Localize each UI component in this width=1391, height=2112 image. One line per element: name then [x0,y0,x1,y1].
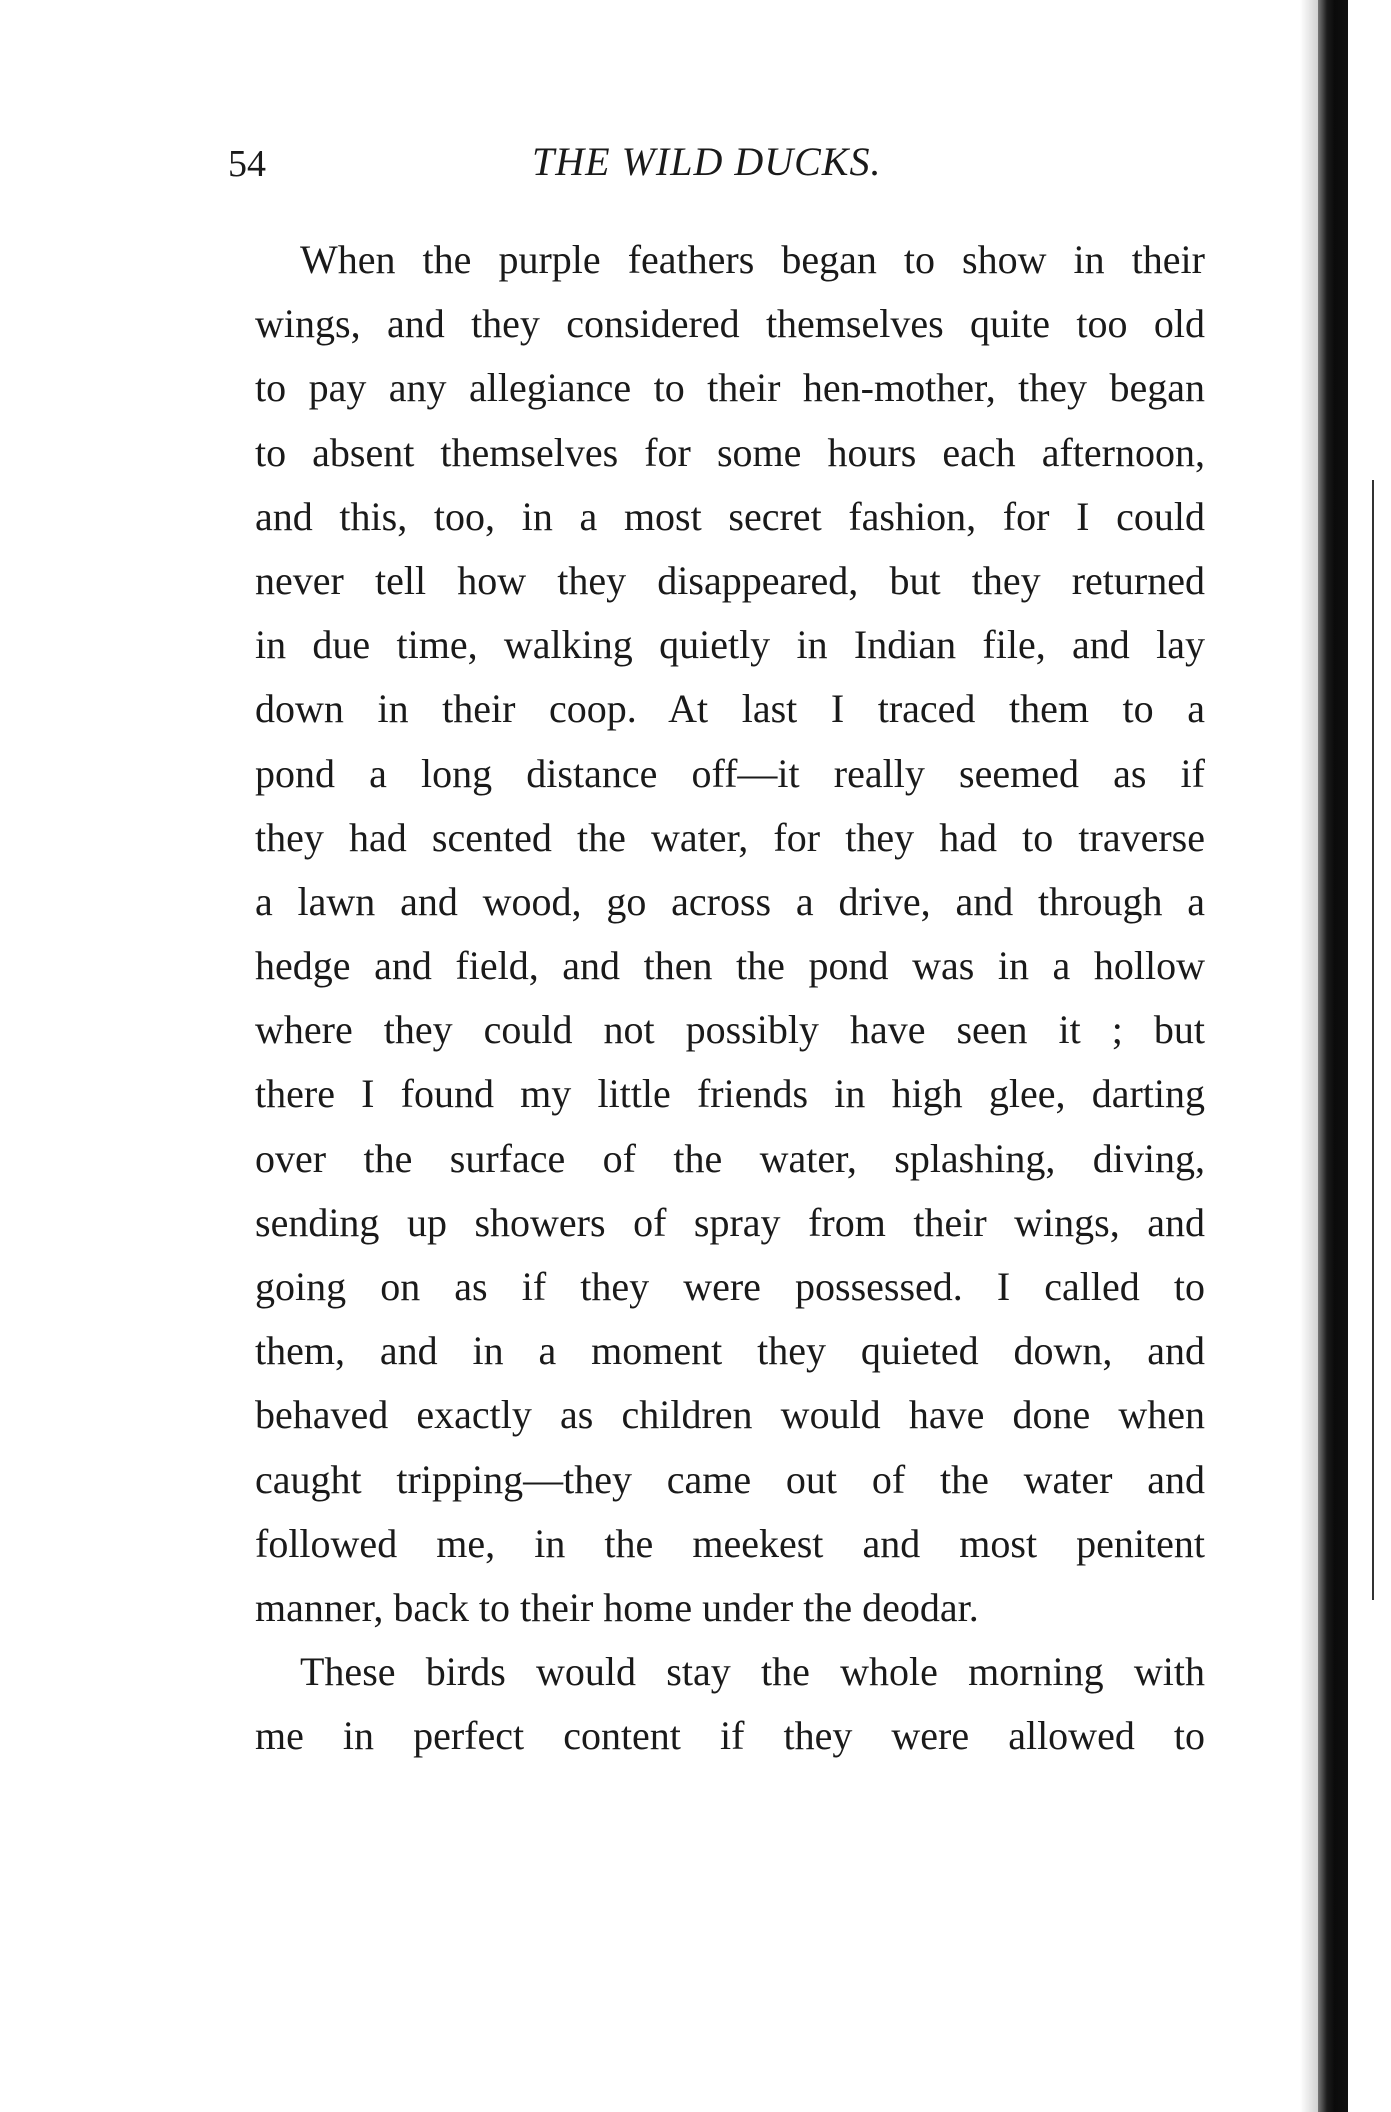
text-line: me in perfect content if they were allowed to [255,1713,1205,1759]
text-line: sending up showers of spray from their wings, and [255,1199,1205,1245]
text-line: them, and in a moment they quieted down, and [255,1328,1205,1374]
text-line: never tell how they disappeared, but they returned [255,557,1205,603]
paragraph-2 [255,1640,1205,1768]
running-title: THE WILD DUCKS. [532,139,882,184]
page-header [0,140,1391,190]
text-line: caught tripping—they came out of the water and [255,1456,1205,1502]
text-line: to absent themselves for some hours each afternoon, [255,429,1205,475]
text-line: there I found my little friends in high glee, darting [255,1071,1205,1117]
text-line: where they could not possibly have seen it ; but [255,1007,1205,1053]
text-line: manner, back to their home under the deodar. [255,1584,979,1630]
text-line: pond a long distance off—it really seemed as if [255,750,1205,796]
text-line: in due time, walking quietly in Indian file, and lay [255,622,1205,668]
text-line: hedge and field, and then the pond was in a hollow [255,943,1205,989]
text-line: down in their coop. At last I traced them to a [255,686,1205,732]
text-line: to pay any allegiance to their hen-mother, they began [255,365,1205,411]
text-line: behaved exactly as children would have done when [255,1392,1205,1438]
text-line: wings, and they considered themselves quite too old [255,301,1205,347]
page-edge-line [1372,480,1374,1600]
text-line: going on as if they were possessed. I called to [255,1264,1205,1309]
binding-shadow [1318,0,1348,2112]
text-line: they had scented the water, for they had to traverse [255,814,1205,860]
text-line: followed me, in the meekest and most penitent [255,1520,1205,1566]
text-line: over the surface of the water, splashing, diving, [255,1135,1205,1181]
text-line: and this, too, in a most secret fashion, for I could [255,493,1205,539]
page-number: 54 [228,143,266,185]
text-line: When the purple feathers began to show in their [300,237,1205,282]
text-line: These birds would stay the whole morning with [300,1649,1205,1695]
paragraph-1 [255,228,1205,1640]
binding-shadow-fade [1300,0,1318,2112]
body-text [255,228,1205,1769]
text-line: a lawn and wood, go across a drive, and through a [255,878,1205,924]
